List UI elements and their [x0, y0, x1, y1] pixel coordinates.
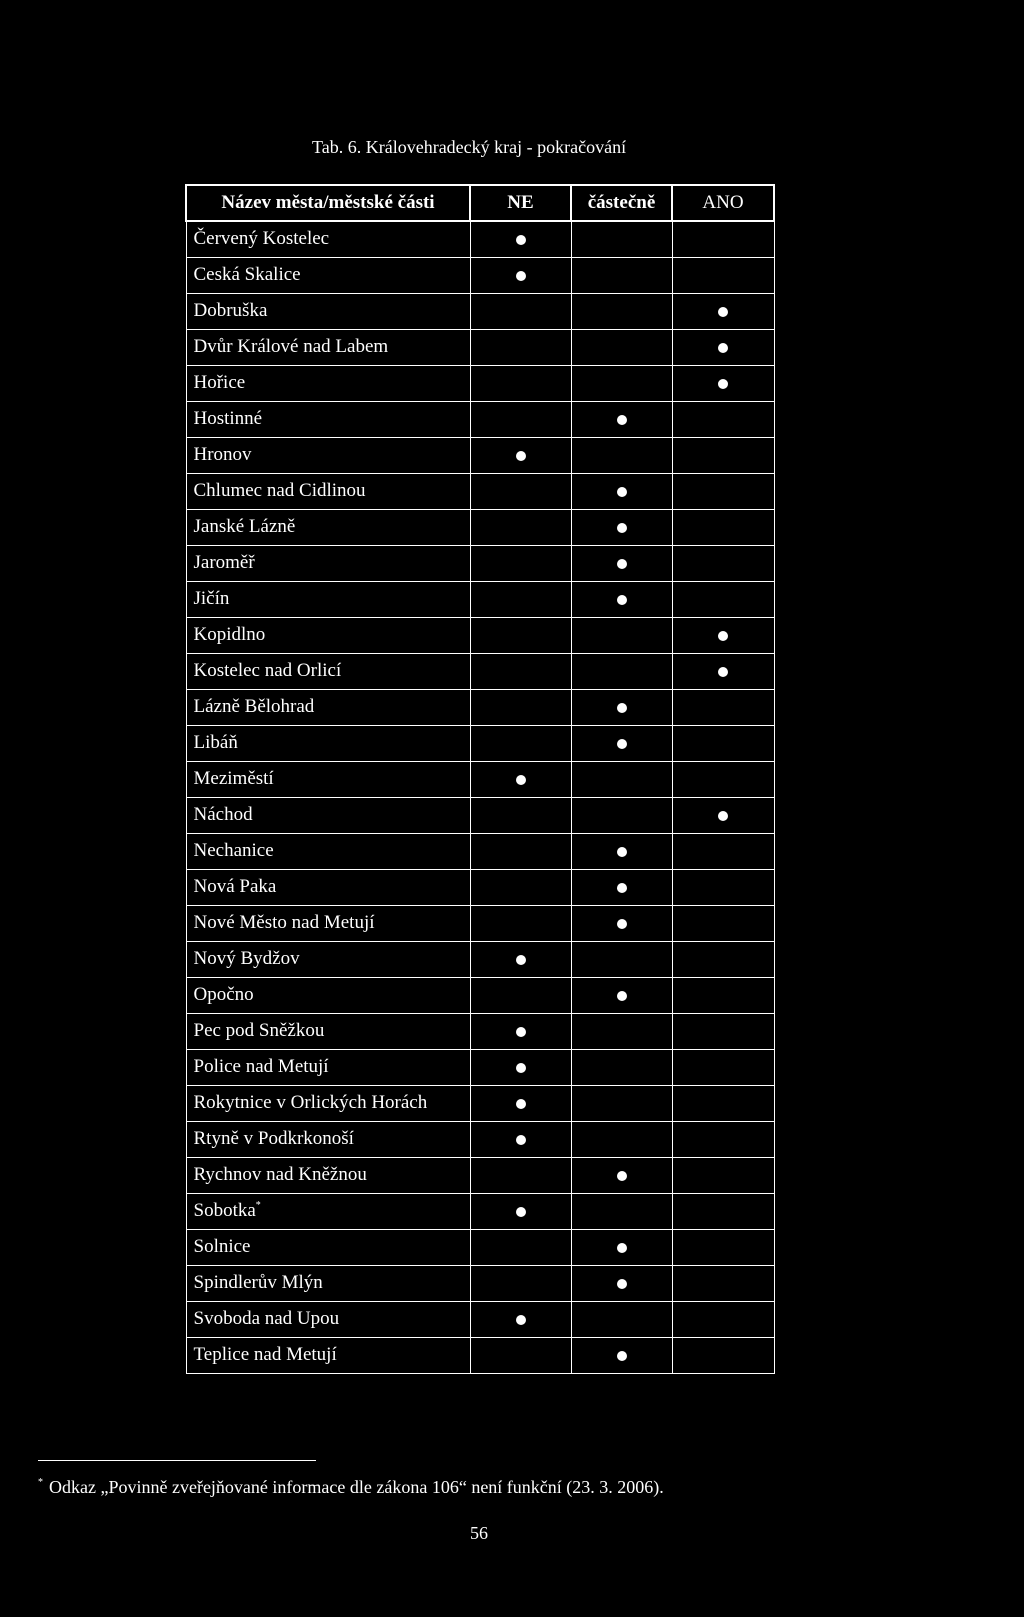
bullet-icon [516, 1315, 526, 1325]
cell-ano [672, 833, 774, 869]
cell-ne [470, 1121, 571, 1157]
cell-ne [470, 797, 571, 833]
city-name [186, 869, 470, 905]
cell-ano [672, 221, 774, 257]
table-row [186, 725, 774, 761]
cell-castecne [571, 1229, 672, 1265]
cell-ne [470, 1085, 571, 1121]
city-name [186, 1337, 470, 1373]
table-row [186, 509, 774, 545]
cell-ano [672, 761, 774, 797]
cell-ano [672, 1013, 774, 1049]
table-row [186, 833, 774, 869]
cell-ne [470, 221, 571, 257]
cell-castecne [571, 1049, 672, 1085]
bullet-icon [617, 739, 627, 749]
cell-castecne [571, 617, 672, 653]
cell-ano [672, 689, 774, 725]
cell-ano [672, 1265, 774, 1301]
bullet-icon [617, 919, 627, 929]
cell-castecne [571, 1265, 672, 1301]
cell-ano [672, 617, 774, 653]
cell-ano [672, 509, 774, 545]
cell-castecne [571, 329, 672, 365]
table-row [186, 1301, 774, 1337]
table-row [186, 473, 774, 509]
table-row [186, 1121, 774, 1157]
city-name [186, 329, 470, 365]
city-name [186, 401, 470, 437]
bullet-icon [617, 595, 627, 605]
cell-castecne [571, 293, 672, 329]
city-name [186, 905, 470, 941]
city-name [186, 545, 470, 581]
header-ano: ANO [672, 185, 774, 221]
bullet-icon [516, 1027, 526, 1037]
bullet-icon [516, 451, 526, 461]
city-name [186, 977, 470, 1013]
cell-ne [470, 617, 571, 653]
table-row [186, 1157, 774, 1193]
bullet-icon [718, 307, 728, 317]
cell-ne [470, 1265, 571, 1301]
cell-castecne [571, 401, 672, 437]
cell-ano [672, 1337, 774, 1373]
page-number: 56 [470, 1523, 488, 1543]
bullet-icon [617, 523, 627, 533]
bullet-icon [617, 883, 627, 893]
city-name [186, 761, 470, 797]
city-name-text: Ceská Skalice [193, 264, 301, 285]
city-name-text: Hořice [193, 372, 246, 393]
city-name-text: Hronov [193, 444, 252, 465]
cell-castecne [571, 365, 672, 401]
cell-ne [470, 1337, 571, 1373]
cell-castecne [571, 581, 672, 617]
table-row [186, 221, 774, 257]
city-name-text: Rychnov nad Kněžnou [193, 1164, 367, 1185]
header-name: Název města/městské části [186, 185, 470, 221]
cell-ne [470, 1193, 571, 1229]
table-row [186, 1013, 774, 1049]
city-name [186, 1229, 470, 1265]
table-row [186, 689, 774, 725]
cell-ano [672, 941, 774, 977]
city-name-text: Rtyně v Podkrkonoší [193, 1128, 354, 1149]
cell-castecne [571, 689, 672, 725]
table-row [186, 437, 774, 473]
cell-castecne [571, 1121, 672, 1157]
city-name-text: Solnice [193, 1236, 251, 1257]
city-name-text: Kostelec nad Orlicí [193, 660, 342, 681]
city-name [186, 581, 470, 617]
cell-ne [470, 869, 571, 905]
cell-ano [672, 797, 774, 833]
city-name-text: Teplice nad Metují [193, 1344, 337, 1365]
city-name [186, 257, 470, 293]
city-name [186, 1013, 470, 1049]
bullet-icon [617, 703, 627, 713]
cell-castecne [571, 1085, 672, 1121]
city-name-text: Hostinné [193, 408, 263, 429]
cell-castecne [571, 257, 672, 293]
header-ne: NE [470, 185, 571, 221]
cell-castecne [571, 941, 672, 977]
city-name-text: Sobotka [193, 1200, 256, 1221]
bullet-icon [617, 1351, 627, 1361]
table-row [186, 869, 774, 905]
cell-ano [672, 1301, 774, 1337]
cell-ano [672, 1229, 774, 1265]
city-name-text: Opočno [193, 984, 254, 1005]
cell-castecne [571, 725, 672, 761]
table-row [186, 905, 774, 941]
city-name [186, 1157, 470, 1193]
city-name [186, 293, 470, 329]
cell-ano [672, 905, 774, 941]
city-name-text: Lázně Bělohrad [193, 696, 315, 717]
cell-ano [672, 977, 774, 1013]
bullet-icon [516, 235, 526, 245]
city-name [186, 689, 470, 725]
city-name-text: Police nad Metují [193, 1056, 329, 1077]
bullet-icon [718, 811, 728, 821]
header-castecne: částečně [571, 185, 672, 221]
table-row [186, 545, 774, 581]
bullet-icon [718, 667, 728, 677]
table-row [186, 1265, 774, 1301]
table-row [186, 1229, 774, 1265]
cell-ne [470, 437, 571, 473]
footnote-marker: * [38, 1477, 43, 1488]
table-row [186, 1193, 774, 1229]
cell-ano [672, 581, 774, 617]
table-row [186, 1049, 774, 1085]
footnote [38, 1472, 664, 1498]
city-name-text: Rokytnice v Orlických Horách [193, 1092, 428, 1113]
table-row [186, 941, 774, 977]
cell-ne [470, 1049, 571, 1085]
cell-castecne [571, 1337, 672, 1373]
cell-castecne [571, 905, 672, 941]
cell-castecne [571, 1193, 672, 1229]
cell-ne [470, 833, 571, 869]
city-name [186, 473, 470, 509]
cell-ano [672, 329, 774, 365]
table-row [186, 293, 774, 329]
table-caption: Tab. 6. Královehradecký kraj - pokračování [312, 137, 627, 157]
bullet-icon [617, 1243, 627, 1253]
cell-ne [470, 1013, 571, 1049]
city-name-text: Náchod [193, 804, 253, 825]
bullet-icon [718, 379, 728, 389]
table-row [186, 653, 774, 689]
city-name [186, 1193, 470, 1229]
city-name-text: Kopidlno [193, 624, 266, 645]
cell-ne [470, 365, 571, 401]
table-row [186, 1085, 774, 1121]
bullet-icon [718, 631, 728, 641]
city-name-text: Nový Bydžov [193, 948, 300, 969]
bullet-icon [516, 1063, 526, 1073]
cell-ne [470, 653, 571, 689]
cell-ne [470, 257, 571, 293]
cell-castecne [571, 1013, 672, 1049]
cell-castecne [571, 1157, 672, 1193]
cell-ne [470, 941, 571, 977]
cell-castecne [571, 761, 672, 797]
cell-ano [672, 725, 774, 761]
table-row [186, 329, 774, 365]
table-row [186, 401, 774, 437]
city-name [186, 1301, 470, 1337]
cell-ne [470, 905, 571, 941]
bullet-icon [516, 271, 526, 281]
table-row [186, 1337, 774, 1373]
city-name [186, 437, 470, 473]
cell-ne [470, 1301, 571, 1337]
table-row [186, 977, 774, 1013]
table-row [186, 761, 774, 797]
cell-ne [470, 1157, 571, 1193]
footnote-text: Odkaz „Povinně zveřejňované informace dle zákona 106“ není funkční (23. 3. 2006). [49, 1477, 664, 1497]
table-body [186, 221, 774, 1373]
cell-ne [470, 977, 571, 1013]
cell-ano [672, 293, 774, 329]
table-row [186, 365, 774, 401]
bullet-icon [617, 487, 627, 497]
city-name-text: Chlumec nad Cidlinou [193, 480, 366, 501]
city-name [186, 1049, 470, 1085]
cell-castecne [571, 977, 672, 1013]
cell-ne [470, 509, 571, 545]
bullet-icon [718, 343, 728, 353]
cell-ano [672, 869, 774, 905]
bullet-icon [516, 775, 526, 785]
cell-ne [470, 581, 571, 617]
city-name [186, 833, 470, 869]
city-name-text: Červený Kostelec [193, 228, 330, 250]
bullet-icon [516, 1099, 526, 1109]
cell-castecne [571, 473, 672, 509]
cell-ano [672, 653, 774, 689]
cell-castecne [571, 509, 672, 545]
cell-ne [470, 725, 571, 761]
footnote-ref-marker: * [255, 1200, 261, 1211]
bullet-icon [617, 559, 627, 569]
city-name [186, 1085, 470, 1121]
cell-ano [672, 257, 774, 293]
cell-castecne [571, 437, 672, 473]
cell-castecne [571, 1301, 672, 1337]
cell-ne [470, 1229, 571, 1265]
city-name [186, 653, 470, 689]
city-name-text: Svoboda nad Upou [193, 1308, 340, 1329]
table-header-row [186, 185, 774, 221]
city-name-text: Spindlerův Mlýn [193, 1272, 323, 1293]
cell-ano [672, 1157, 774, 1193]
city-name [186, 221, 470, 257]
table-row [186, 581, 774, 617]
cell-ano [672, 1049, 774, 1085]
bullet-icon [617, 991, 627, 1001]
cell-castecne [571, 833, 672, 869]
city-name [186, 797, 470, 833]
city-name [186, 941, 470, 977]
city-name-text: Janské Lázně [193, 516, 296, 537]
bullet-icon [516, 1135, 526, 1145]
city-name-text: Nová Paka [193, 876, 277, 897]
city-name-text: Nechanice [193, 840, 274, 861]
cell-ano [672, 1085, 774, 1121]
city-name-text: Nové Město nad Metují [193, 912, 375, 933]
cell-castecne [571, 221, 672, 257]
bullet-icon [617, 415, 627, 425]
cell-castecne [571, 869, 672, 905]
city-name-text: Jaroměř [193, 552, 255, 573]
city-name-text: Pec pod Sněžkou [193, 1020, 325, 1041]
table-row [186, 797, 774, 833]
cell-ano [672, 1121, 774, 1157]
city-name [186, 509, 470, 545]
cell-ano [672, 545, 774, 581]
bullet-icon [516, 1207, 526, 1217]
bullet-icon [617, 1279, 627, 1289]
cell-castecne [571, 545, 672, 581]
bullet-icon [617, 847, 627, 857]
cell-ano [672, 437, 774, 473]
city-name-text: Jičín [193, 588, 230, 609]
city-name-text: Dobruška [193, 300, 268, 321]
bullet-icon [516, 955, 526, 965]
city-name-text: Dvůr Králové nad Labem [193, 336, 389, 357]
cell-ano [672, 1193, 774, 1229]
cell-ano [672, 365, 774, 401]
city-table [185, 184, 775, 1374]
cell-ne [470, 293, 571, 329]
city-name [186, 365, 470, 401]
cell-ano [672, 401, 774, 437]
cell-ne [470, 401, 571, 437]
city-name [186, 1265, 470, 1301]
cell-castecne [571, 653, 672, 689]
city-name [186, 725, 470, 761]
table-row [186, 257, 774, 293]
city-name-text: Libáň [193, 732, 238, 753]
city-name [186, 617, 470, 653]
cell-ne [470, 473, 571, 509]
city-name [186, 1121, 470, 1157]
city-name-text: Meziměstí [193, 768, 274, 789]
bullet-icon [617, 1171, 627, 1181]
cell-ano [672, 473, 774, 509]
cell-ne [470, 761, 571, 797]
cell-ne [470, 545, 571, 581]
cell-ne [470, 329, 571, 365]
cell-ne [470, 689, 571, 725]
cell-castecne [571, 797, 672, 833]
table-row [186, 617, 774, 653]
footnote-divider [38, 1460, 316, 1461]
